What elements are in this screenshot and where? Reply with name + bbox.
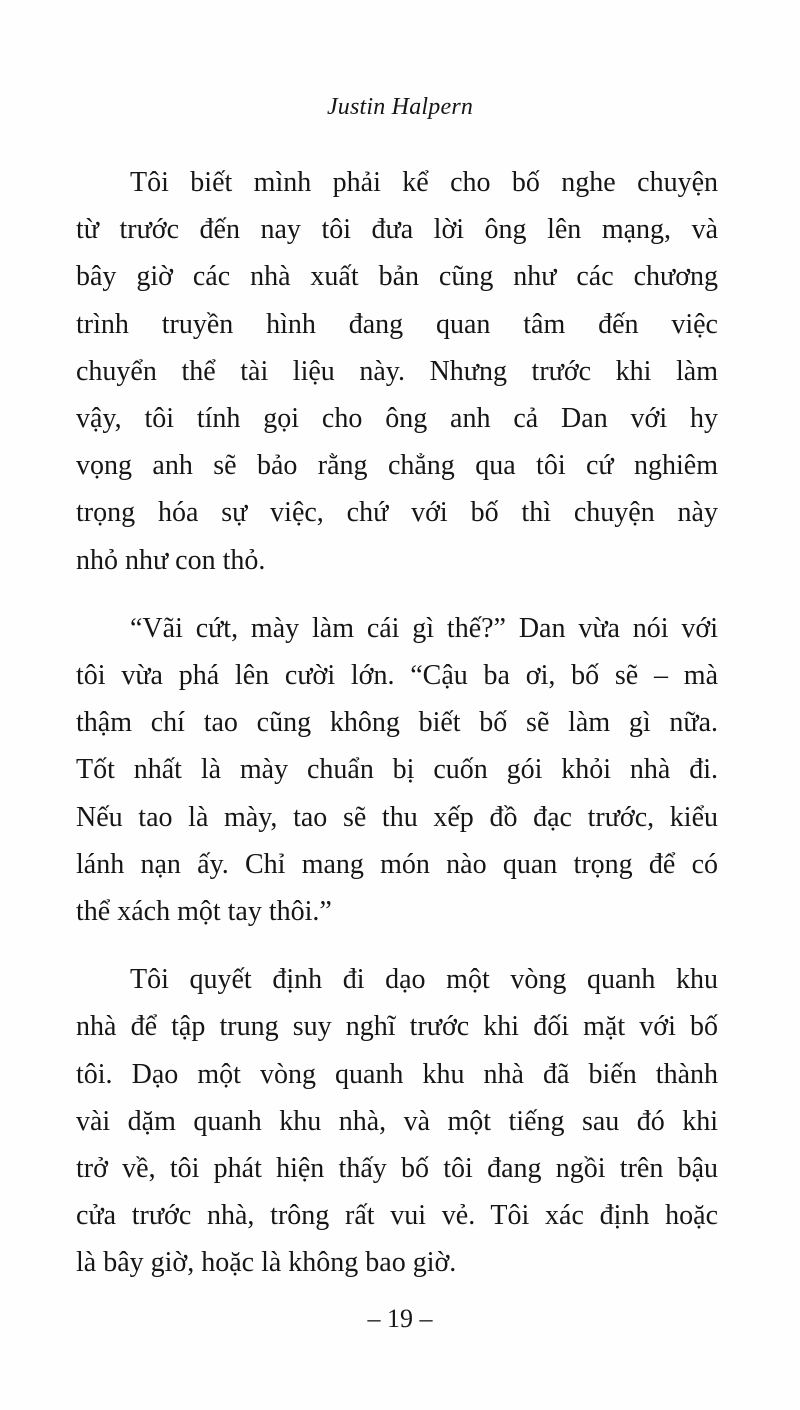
text-line: vài dặm quanh khu nhà, và một tiếng sau đó khi: [76, 1105, 718, 1137]
text-line: là bây giờ, hoặc là không bao giờ.: [76, 1247, 457, 1279]
text-line: thể xách một tay thôi.”: [76, 896, 332, 928]
text-line: nhỏ như con thỏ.: [76, 544, 266, 576]
paragraph-1: [76, 159, 718, 584]
page-number: – 19 –: [367, 1304, 433, 1333]
text-line: cửa trước nhà, trông rất vui vẻ. Tôi xác định hoặc: [76, 1200, 718, 1232]
text-line: vậy, tôi tính gọi cho ông anh cả Dan với hy: [76, 403, 718, 435]
text-line: Nếu tao là mày, tao sẽ thu xếp đồ đạc trước, kiểu: [76, 801, 718, 833]
text-line: tôi. Dạo một vòng quanh khu nhà đã biến thành: [76, 1058, 718, 1090]
text-line: nhà để tập trung suy nghĩ trước khi đối mặt với bố: [76, 1011, 718, 1043]
text-line: thậm chí tao cũng không biết bố sẽ làm gì nữa.: [76, 707, 718, 739]
text-line: vọng anh sẽ bảo rằng chẳng qua tôi cứ nghiêm: [76, 450, 718, 482]
text-line: bây giờ các nhà xuất bản cũng như các chương: [76, 261, 718, 293]
text-line: “Vãi cứt, mày làm cái gì thế?” Dan vừa nói với: [130, 612, 718, 644]
text-line: trình truyền hình đang quan tâm đến việc: [76, 308, 718, 340]
text-line: tôi vừa phá lên cười lớn. “Cậu ba ơi, bố sẽ – mà: [76, 660, 718, 692]
body-text: [76, 159, 718, 1287]
text-line: Tôi biết mình phải kể cho bố nghe chuyện: [130, 167, 718, 198]
text-line: chuyển thể tài liệu này. Nhưng trước khi làm: [76, 355, 718, 387]
text-line: lánh nạn ấy. Chỉ mang món nào quan trọng để có: [76, 848, 718, 880]
text-line: trở về, tôi phát hiện thấy bố tôi đang ngồi trên bậu: [76, 1153, 718, 1185]
paragraph-2: [76, 605, 718, 935]
text-line: Tôi quyết định đi dạo một vòng quanh khu: [130, 964, 718, 996]
running-header-author: Justin Halpern: [326, 94, 474, 120]
text-line: từ trước đến nay tôi đưa lời ông lên mạng, và: [76, 214, 718, 246]
paragraph-3: [76, 956, 718, 1286]
text-line: trọng hóa sự việc, chứ với bố thì chuyện này: [76, 497, 718, 529]
text-line: Tốt nhất là mày chuẩn bị cuốn gói khỏi nhà đi.: [76, 754, 718, 786]
